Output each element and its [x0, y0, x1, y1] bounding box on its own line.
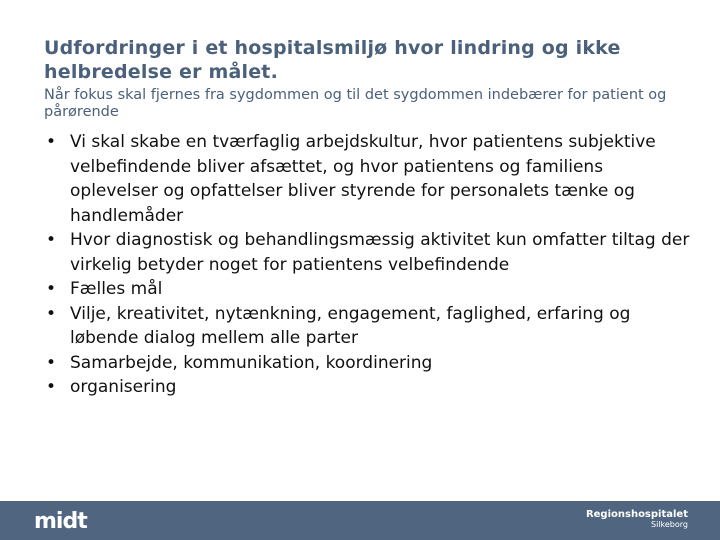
slide-subtitle: Når fokus skal fjernes fra sygdommen og til det sygdommen indebærer for patient og pårørende [44, 87, 667, 120]
bullet-item: • Vi skal skabe en tværfaglig arbejdskultur, hvor patientens subjektive velbefindende bliver afsættet, og hvor patientens og familiens oplevelser og opfattelser bliver styrende for personalets tænke og handlemåder [44, 130, 694, 228]
bullet-list [44, 130, 694, 400]
organization [586, 509, 688, 529]
bullet-item: • Hvor diagnostisk og behandlingsmæssig aktivitet kun omfatter tiltag der virkelig betyder noget for patientens velbefindende [44, 228, 694, 277]
bullet-item: • Vilje, kreativitet, nytænkning, engagement, faglighed, erfaring og løbende dialog mellem alle parter [44, 302, 694, 351]
slide-title: Udfordringer i et hospitalsmiljø hvor lindring og ikke helbredelse er målet. [44, 37, 621, 83]
bullet-item: • Fælles mål [44, 277, 694, 302]
bullet-item: • organisering [44, 375, 694, 400]
org-name: Regionshospitalet [585, 509, 688, 520]
org-location: Silkeborg [651, 520, 688, 529]
bullet-item: • Samarbejde, kommunikation, koordinering [44, 351, 694, 376]
midt-logo: midt [34, 509, 87, 534]
footer-bar [0, 501, 720, 540]
